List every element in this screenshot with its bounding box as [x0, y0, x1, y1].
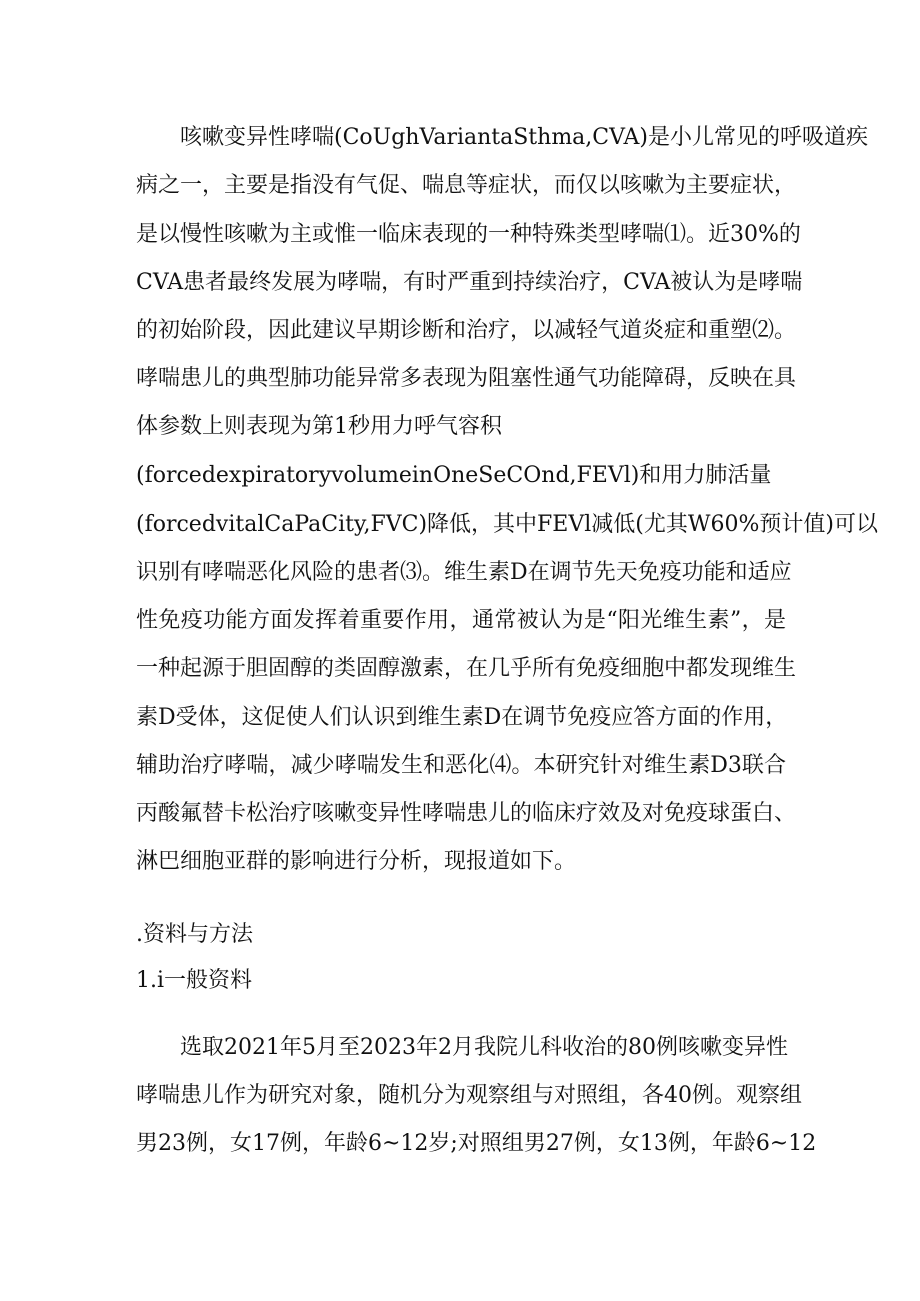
paragraph-1-line-1: 咳嗽变异性哮喘(CoUghVariantaSthma,CVA)是小儿常见的呼吸道疾 [180, 125, 868, 150]
paragraph-1-line-11: 性免疫功能方面发挥着重要作用，通常被认为是“阳光维生素”，是 [136, 608, 786, 633]
paragraph-1-line-6: 哮喘患儿的典型肺功能异常多表现为阻塞性通气功能障碍，反映在具 [136, 366, 797, 391]
paragraph-1-line-4: CVA患者最终发展为哮喘，有时严重到持续治疗，CVA被认为是哮喘 [136, 270, 803, 295]
paragraph-1-line-16: 淋巴细胞亚群的影响进行分析，现报道如下。 [136, 849, 577, 874]
paragraph-1-line-12: 一种起源于胆固醇的类固醇激素，在几乎所有免疫细胞中都发现维生 [136, 656, 797, 681]
section-title: .资料与方法 [136, 922, 253, 947]
paragraph-1-line-15: 丙酸氟替卡松治疗咳嗽变异性哮喘患儿的临床疗效及对免疫球蛋白、 [136, 801, 797, 826]
paragraph-1-line-14: 辅助治疗哮喘，减少哮喘发生和恶化⑷。本研究针对维生素D3联合 [136, 753, 786, 778]
section-subtitle: 1.i一般资料 [136, 968, 253, 993]
paragraph-1-line-2: 病之一，主要是指没有气促、喘息等症状，而仅以咳嗽为主要症状， [136, 173, 797, 198]
paragraph-1-line-3: 是以慢性咳嗽为主或惟一临床表现的一种特殊类型哮喘⑴。近30%的 [136, 222, 801, 247]
paragraph-2-line-1: 选取2021年5月至2023年2月我院儿科收治的80例咳嗽变异性 [180, 1035, 788, 1060]
paragraph-2-line-3: 男23例，女17例，年龄6~12岁;对照组男27例，女13例，年龄6~12 [136, 1131, 817, 1156]
paragraph-2-line-2: 哮喘患儿作为研究对象，随机分为观察组与对照组，各40例。观察组 [136, 1083, 802, 1108]
paragraph-1-line-5: 的初始阶段，因此建议早期诊断和治疗，以减轻气道炎症和重塑⑵。 [136, 318, 797, 343]
paragraph-1-line-7: 体参数上则表现为第1秒用力呼气容积 [136, 414, 502, 439]
paragraph-1-line-13: 素D受体，这促使人们认识到维生素D在调节免疫应答方面的作用， [136, 705, 788, 730]
paragraph-1-line-9: (forcedvitalCaPaCity,FVC)降低，其中FEVl减低(尤其W60%预计值)可以 [136, 512, 878, 537]
paragraph-1-line-8: (forcedexpiratoryvolumeinOneSeCOnd,FEVl)和用力肺活量 [136, 463, 772, 488]
paragraph-1-line-10: 识别有哮喘恶化风险的患者⑶。维生素D在调节先天免疫功能和适应 [136, 560, 792, 585]
